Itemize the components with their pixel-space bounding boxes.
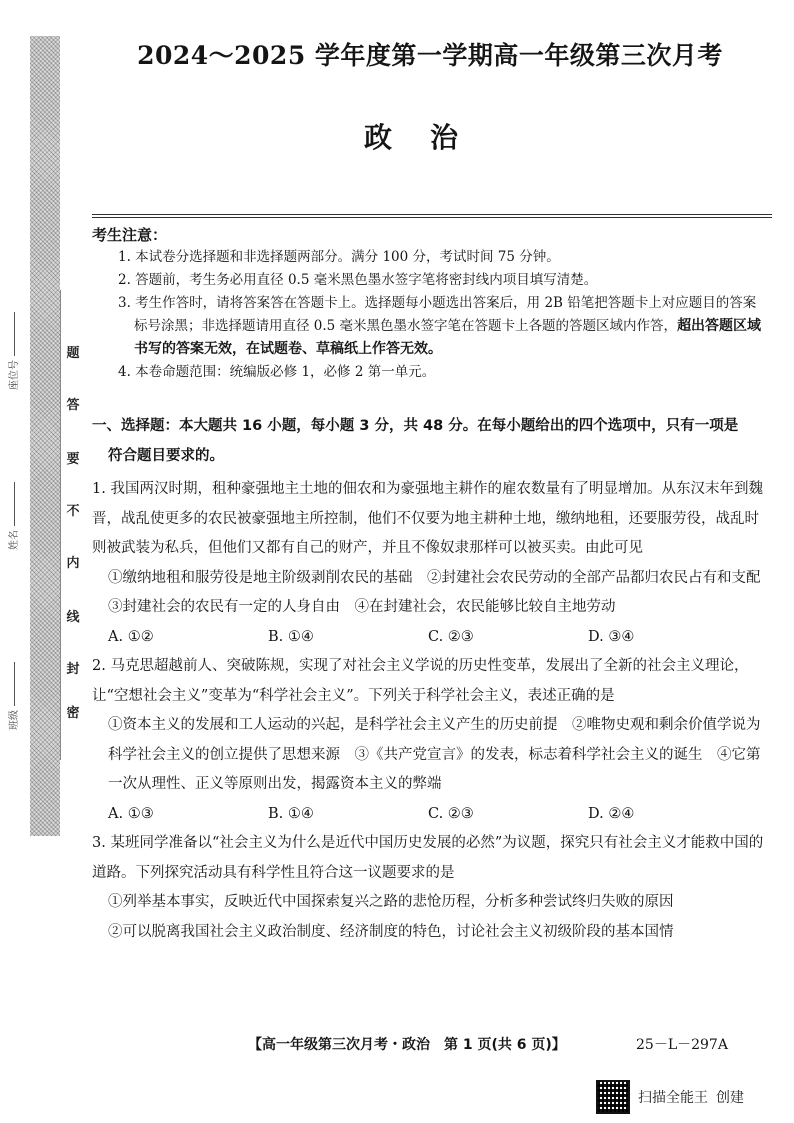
question-1-choices bbox=[92, 623, 768, 653]
seal-char: 答 bbox=[66, 398, 80, 413]
margin-field-name: 姓名 bbox=[2, 460, 28, 550]
question-1-statements: ①缴纳地租和服劳役是地主阶级剥削农民的基础 ②封建社会农民劳动的全部产品都归农民占有和支配 ③封建社会的农民有一定的人身自由 ④在封建社会，农民能够比较自主地劳动 bbox=[108, 569, 775, 615]
section-title bbox=[92, 412, 768, 471]
choice-c: C. ②③ bbox=[428, 628, 474, 645]
note-item: 2. 答题前，考生务必用直径 0.5 毫米黑色墨水签字笔将密封线内项目填写清楚。 bbox=[118, 272, 598, 288]
margin-field-class: 班级 bbox=[2, 640, 28, 730]
header-rule-double bbox=[92, 217, 772, 218]
question-1-stem: 1. 我国两汉时期，租种豪强地主土地的佃农和为豪强地主耕作的雇农数量有了明显增加。从东汉末年到魏晋，战乱使更多的农民被豪强地主所控制，他们不仅要为地主耕种土地，缴纳地租，还要服劳役，战乱时则被武装为私兵，但他们又都有自己的财产，并且不像奴隶那样可以被买卖。由此可见 bbox=[92, 481, 763, 556]
page-footer: 【高一年级第三次月考・政治 第 1 页(共 6 页)】 bbox=[248, 1037, 566, 1053]
notes-heading: 考生注意： bbox=[92, 226, 168, 244]
choice-d: D. ③④ bbox=[588, 628, 635, 645]
qr-code-icon bbox=[596, 1080, 630, 1114]
exam-title: 2024～2025 学年度第一学期高一年级第三次月考 bbox=[137, 41, 723, 70]
seal-char: 封 bbox=[66, 662, 80, 677]
question-3-stem: 3. 某班同学准备以“社会主义为什么是近代中国历史发展的必然”为议题，探究只有社会主义才能救中国的道路。下列探究活动具有科学性且符合这一议题要求的是 bbox=[92, 835, 764, 881]
question-2-choices bbox=[92, 800, 768, 830]
seal-char: 要 bbox=[66, 452, 80, 467]
section-title-text: 一、选择题：本大题共 16 小题，每小题 3 分，共 48 分。在每小题给出的四个选项中，只有一项是 bbox=[92, 418, 739, 434]
section-title-cont: 符合题目要求的。 bbox=[108, 447, 224, 464]
note-item-text: 3. 考生作答时，请将答案答在答题卡上。选择题每小题选出答案后，用 2B 铅笔把答题卡上对应题目的答案标号涂黑；非选择题请用直径 0.5 毫米黑色墨水签字笔在答题卡上各题的答题区域内作答， bbox=[118, 295, 757, 334]
question-3-statement: ②可以脱离我国社会主义政治制度、经济制度的特色，讨论社会主义初级阶段的基本国情 bbox=[108, 923, 674, 940]
seal-char: 密 bbox=[66, 706, 80, 721]
choice-b: B. ①④ bbox=[268, 628, 314, 645]
seal-line-column bbox=[60, 290, 85, 760]
watermark-action: 创建 bbox=[716, 1090, 744, 1106]
seal-char: 题 bbox=[66, 346, 80, 361]
scanner-watermark bbox=[596, 1079, 744, 1115]
binding-strip bbox=[30, 36, 60, 836]
choice-a: A. ①③ bbox=[108, 805, 154, 822]
note-item: 4. 本卷命题范围：统编版必修 1，必修 2 第一单元。 bbox=[118, 364, 436, 380]
watermark-app: 扫描全能王 bbox=[638, 1090, 708, 1106]
question-body bbox=[92, 412, 775, 947]
note-item-emphasis: 超出答题区域书写的答案无效，在试题卷、草稿纸上作答无效。 bbox=[134, 318, 762, 357]
seal-char: 线 bbox=[66, 610, 80, 625]
question-3-statement: ①列举基本事实，反映近代中国探索复兴之路的悲怆历程，分析多种尝试终归失败的原因 bbox=[108, 894, 674, 910]
choice-a: A. ①② bbox=[108, 628, 154, 645]
exam-notes bbox=[118, 246, 766, 384]
question-2-statements: ①资本主义的发展和工人运动的兴起，是科学社会主义产生的历史前提 ②唯物史观和剩余价值学说为科学社会主义的创立提供了思想来源 ③《共产党宣言》的发表，标志着科学社会主义的诞生 ④它第一次从理性、正义等原则出发，揭露资本主义的弊端 bbox=[108, 717, 761, 792]
choice-d: D. ②④ bbox=[588, 805, 635, 822]
note-item bbox=[118, 292, 766, 361]
choice-c: C. ②③ bbox=[428, 805, 474, 822]
margin-field-seat: 座位号 bbox=[2, 300, 28, 390]
header-rule bbox=[92, 214, 772, 215]
subject-title: 政治 bbox=[363, 121, 496, 154]
seal-char: 内 bbox=[66, 556, 80, 571]
question-2-stem: 2. 马克思超越前人、突破陈规，实现了对社会主义学说的历史性变革，发展出了全新的社会主义理论，让“空想社会主义”变革为“科学社会主义”。下列关于科学社会主义，表述正确的是 bbox=[92, 658, 749, 704]
paper-code: 25－L－297A bbox=[636, 1037, 728, 1053]
choice-b: B. ①④ bbox=[268, 805, 314, 822]
seal-char: 不 bbox=[66, 504, 80, 519]
note-item: 1. 本试卷分选择题和非选择题两部分。满分 100 分，考试时间 75 分钟。 bbox=[118, 249, 560, 265]
